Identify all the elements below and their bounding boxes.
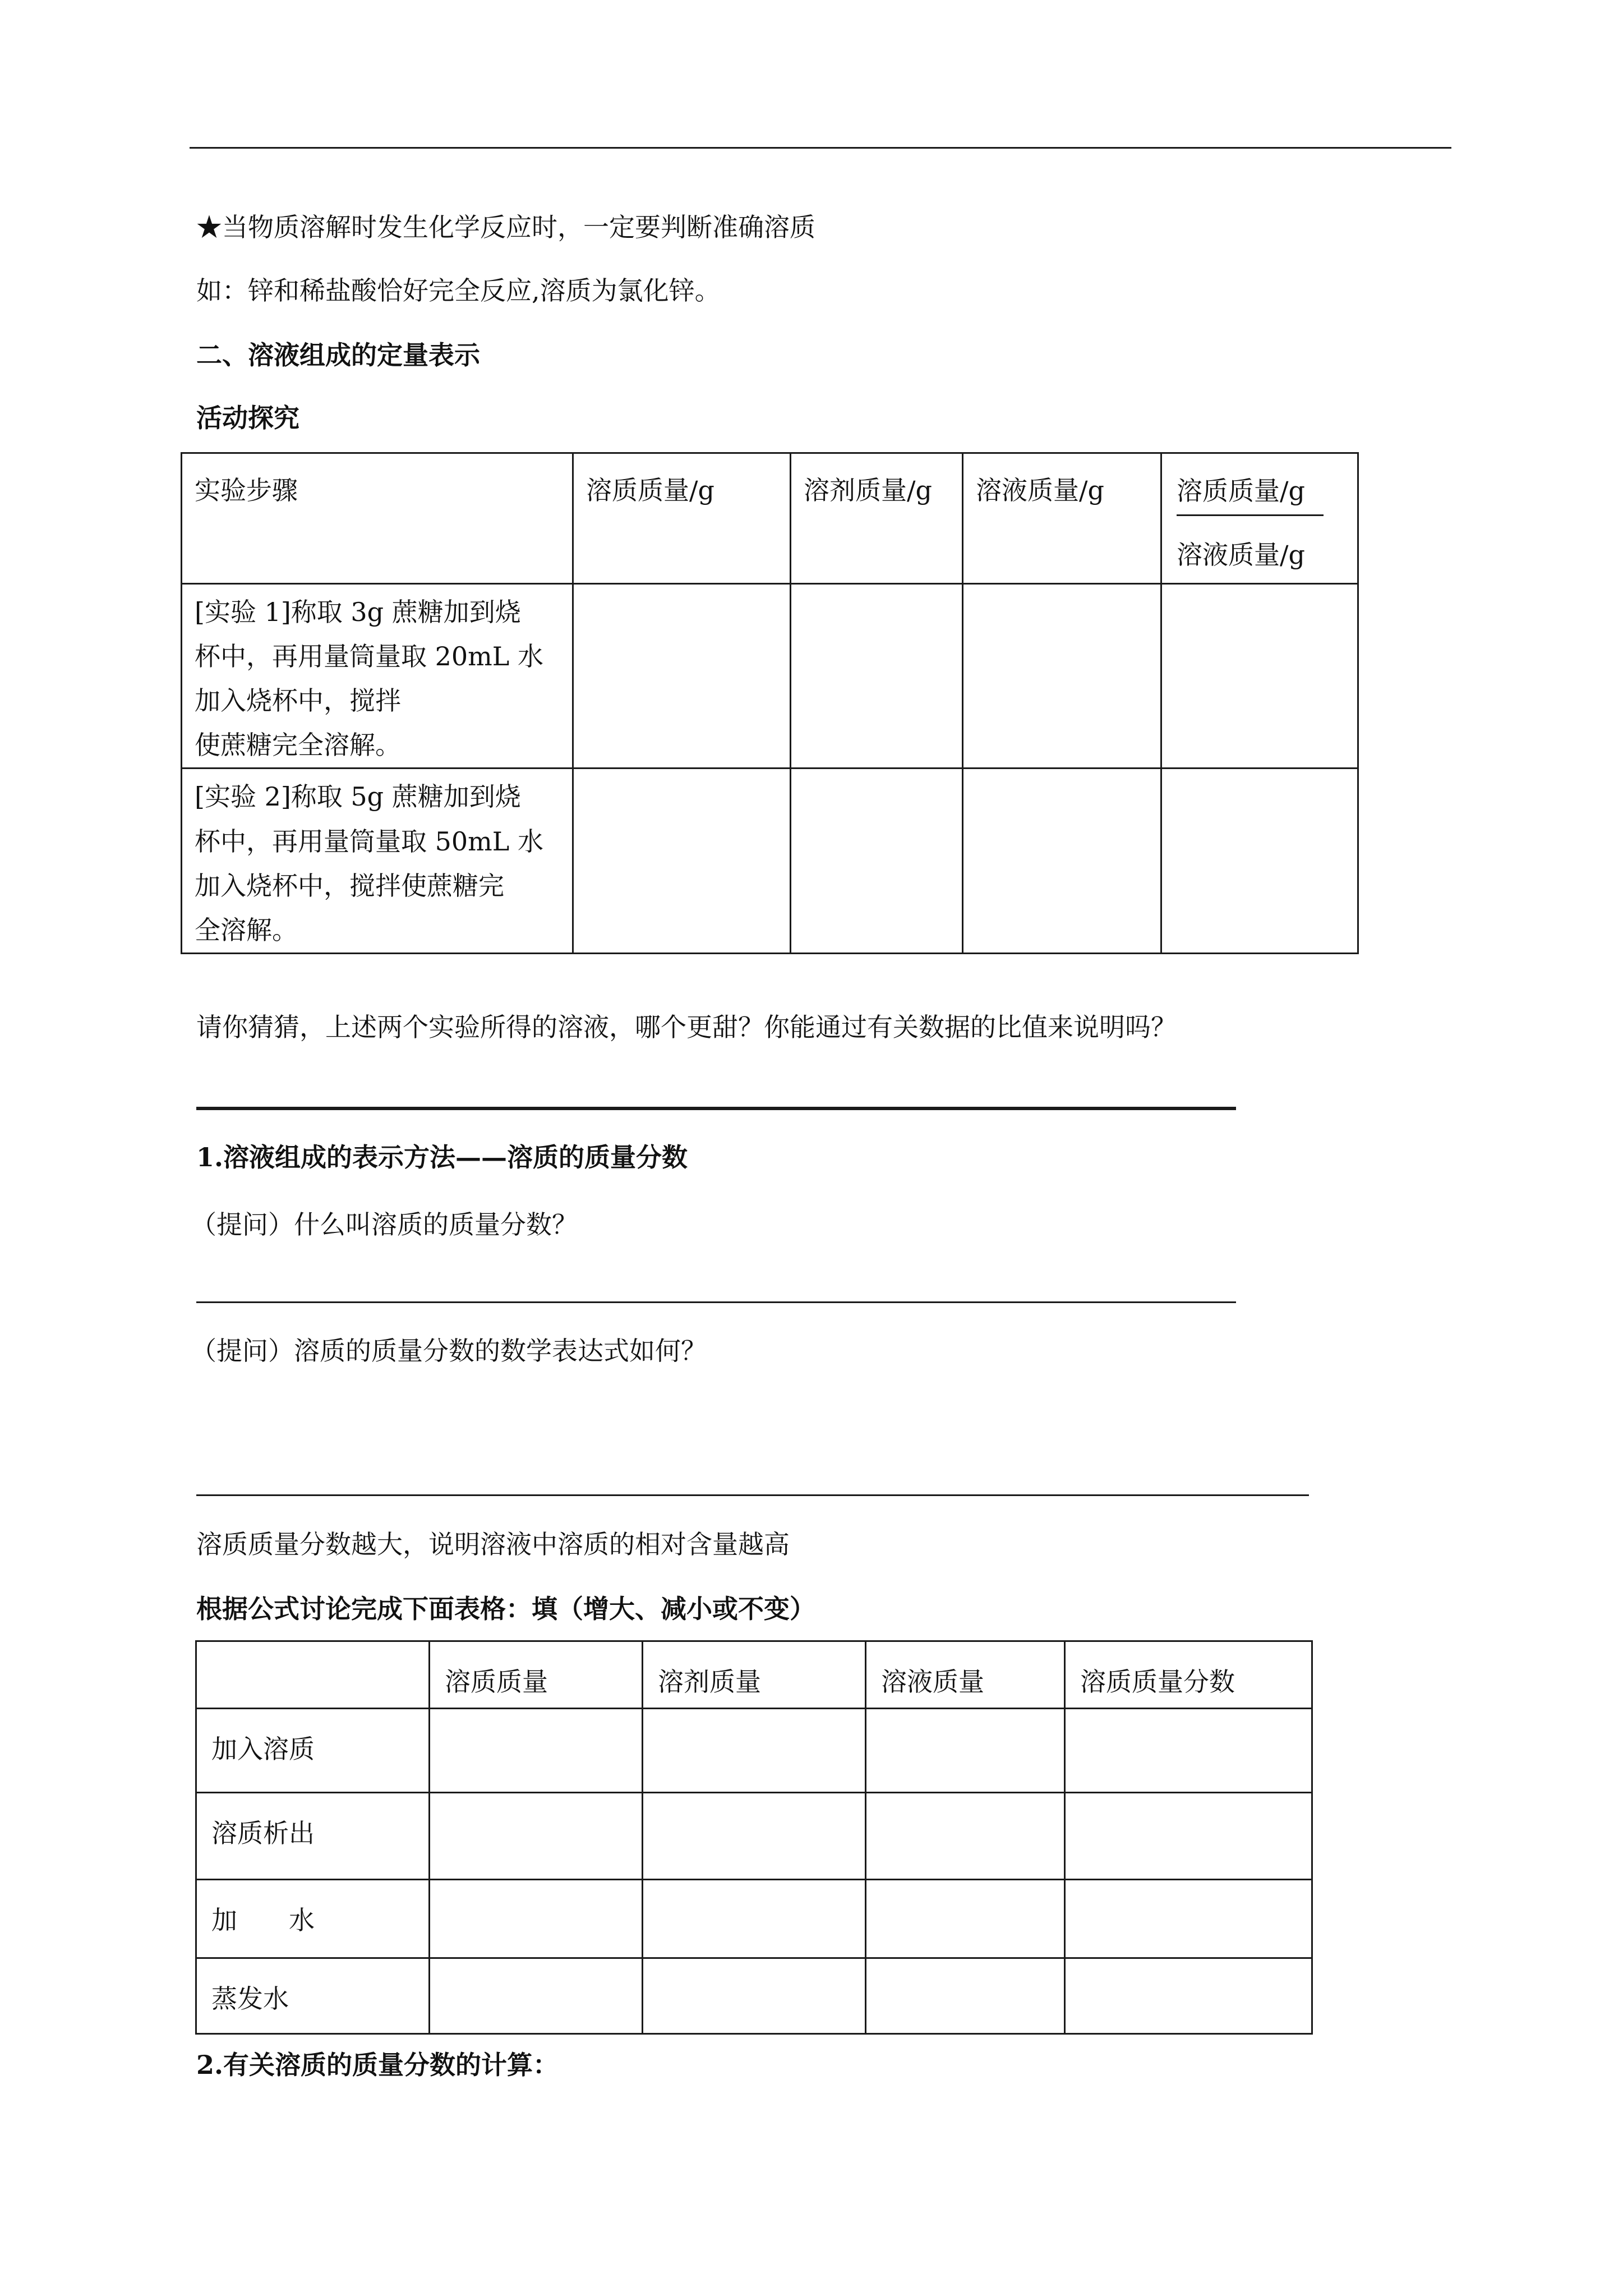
input-cell[interactable] — [430, 1709, 643, 1793]
header-cell — [791, 453, 963, 584]
header-cell — [643, 1641, 866, 1709]
input-cell[interactable] — [643, 1793, 866, 1880]
header-rule — [190, 147, 1451, 149]
row-label-add-solute: 加入溶质 — [211, 1734, 315, 1764]
input-cell[interactable] — [1065, 1880, 1312, 1958]
answer-line[interactable] — [196, 1494, 1309, 1496]
input-cell[interactable] — [1065, 1958, 1312, 2034]
header-solvent-mass: 溶剂质量 — [658, 1667, 761, 1697]
row-label-add-water: 加 水 — [211, 1905, 315, 1935]
table-row — [196, 1709, 1312, 1793]
input-cell[interactable] — [866, 1793, 1065, 1880]
input-cell[interactable] — [791, 584, 963, 769]
header-mass-fraction: 溶质质量分数 — [1080, 1667, 1235, 1697]
header-cell — [430, 1641, 643, 1709]
row-label-cell — [196, 1880, 430, 1958]
example-text: 如：锌和稀盐酸恰好完全反应,溶质为氯化锌。 — [196, 275, 721, 306]
header-cell — [963, 453, 1161, 584]
question-definition: （提问）什么叫溶质的质量分数？ — [191, 1209, 578, 1240]
table-intro: 根据公式讨论完成下面表格：填（增大、减小或不变） — [196, 1594, 815, 1624]
answer-line[interactable] — [196, 1301, 1236, 1303]
fraction-bar — [1177, 514, 1324, 516]
header-cell — [866, 1641, 1065, 1709]
table-row — [182, 584, 1358, 769]
header-solute-mass: 溶质质量 — [445, 1667, 548, 1697]
input-cell[interactable] — [1065, 1793, 1312, 1880]
input-cell[interactable] — [573, 769, 791, 953]
row-label-precipitate: 溶质析出 — [211, 1818, 315, 1848]
remark-text: 溶质质量分数越大，说明溶液中溶质的相对含量越高 — [196, 1529, 790, 1559]
input-cell[interactable] — [963, 769, 1161, 953]
table-row — [196, 1793, 1312, 1880]
header-solute-mass: 溶质质量/g — [586, 475, 714, 505]
input-cell[interactable] — [1065, 1709, 1312, 1793]
input-cell[interactable] — [866, 1880, 1065, 1958]
header-solution-mass: 溶液质量/g — [976, 475, 1104, 505]
input-cell[interactable] — [573, 584, 791, 769]
input-cell[interactable] — [430, 1793, 643, 1880]
step-cell — [182, 769, 573, 953]
reaction-note: ★当物质溶解时发生化学反应时，一定要判断准确溶质 — [196, 212, 815, 242]
input-cell[interactable] — [643, 1880, 866, 1958]
input-cell[interactable] — [866, 1709, 1065, 1793]
activity-title: 活动探究 — [196, 403, 299, 433]
header-solvent-mass: 溶剂质量/g — [804, 475, 932, 505]
input-cell[interactable] — [963, 584, 1161, 769]
row-label-cell — [196, 1709, 430, 1793]
header-cell — [182, 453, 573, 584]
row-label-cell — [196, 1793, 430, 1880]
input-cell[interactable] — [430, 1880, 643, 1958]
question-formula: （提问）溶质的质量分数的数学表达式如何？ — [191, 1336, 707, 1366]
input-cell[interactable] — [430, 1958, 643, 2034]
table-row — [182, 769, 1358, 953]
header-cell — [1065, 1641, 1312, 1709]
change-table — [195, 1640, 1313, 2035]
header-step: 实验步骤 — [195, 475, 298, 505]
table-row — [196, 1880, 1312, 1958]
question-sweet: 请你猜猜，上述两个实验所得的溶液，哪个更甜？你能通过有关数据的比值来说明吗？ — [196, 1012, 1177, 1042]
experiment-2-step: [实验 2]称取 5g 蔗糖加到烧 杯中，再用量筒量取 50mL 水 加入烧杯中，搅拌使蔗糖完 全溶解。 — [195, 781, 543, 945]
answer-line[interactable] — [196, 1107, 1236, 1110]
header-cell — [1161, 453, 1358, 584]
input-cell[interactable] — [791, 769, 963, 953]
header-solution-mass: 溶液质量 — [881, 1667, 984, 1697]
input-cell[interactable] — [1161, 584, 1358, 769]
row-label-cell — [196, 1958, 430, 2034]
part1-heading: 1.溶液组成的表示方法——溶质的质量分数 — [196, 1142, 688, 1172]
ratio-denominator: 溶液质量/g — [1177, 540, 1305, 570]
part2-heading: 2.有关溶质的质量分数的计算： — [196, 2050, 559, 2080]
table-row — [196, 1958, 1312, 2034]
step-cell — [182, 584, 573, 769]
input-cell[interactable] — [643, 1709, 866, 1793]
ratio-numerator: 溶质质量/g — [1177, 476, 1305, 506]
section-title: 二、溶液组成的定量表示 — [196, 340, 480, 370]
experiment-1-step: [实验 1]称取 3g 蔗糖加到烧 杯中，再用量筒量取 20mL 水 加入烧杯中，搅拌 使蔗糖完全溶解。 — [195, 597, 543, 761]
row-label-evaporate: 蒸发水 — [211, 1984, 289, 2014]
input-cell[interactable] — [1161, 769, 1358, 953]
experiment-table — [181, 452, 1359, 954]
input-cell[interactable] — [643, 1958, 866, 2034]
header-cell — [196, 1641, 430, 1709]
input-cell[interactable] — [866, 1958, 1065, 2034]
header-cell — [573, 453, 791, 584]
